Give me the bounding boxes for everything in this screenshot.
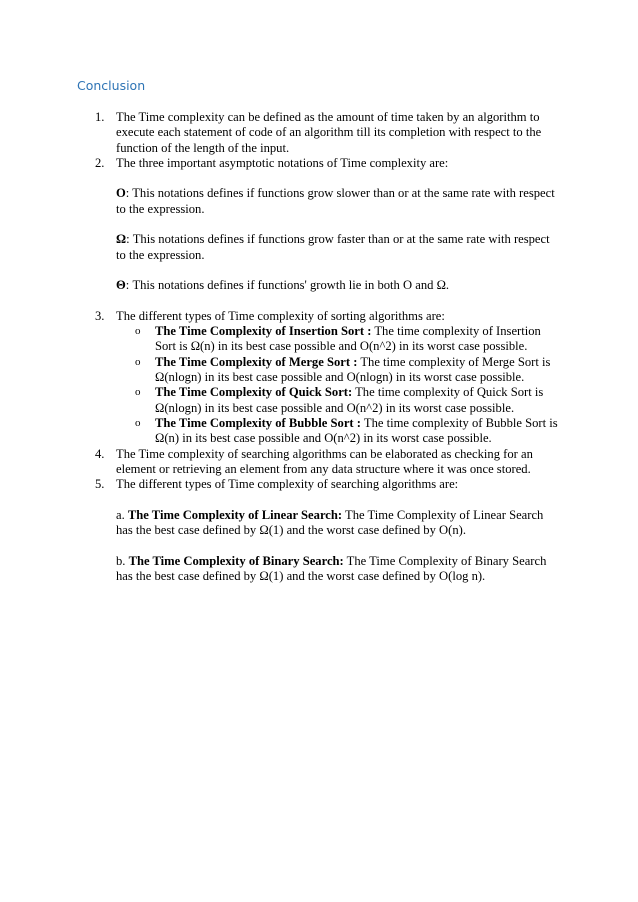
search-title: The Time Complexity of Linear Search: xyxy=(127,507,343,522)
notation-text: : This notations defines if functions' growth lie in both O and Ω. xyxy=(125,278,450,293)
search-binary xyxy=(116,554,562,585)
list-item-2 xyxy=(0,156,562,309)
list-item-1 xyxy=(0,110,562,156)
sub-item-bubble-sort xyxy=(0,416,563,447)
sub-item-title: The Time Complexity of Insertion Sort : xyxy=(155,324,372,339)
list-number: 4. xyxy=(95,446,105,461)
list-item-5 xyxy=(0,477,562,584)
sub-item-text: The time complexity of Insertion Sort is Ω(n) in its best case possible and O(n^2) in its worst case possible. xyxy=(155,324,541,354)
list-item-3 xyxy=(0,309,562,324)
list-item-text: The different types of Time complexity of sorting algorithms are: xyxy=(116,308,445,323)
sub-item-text: The time complexity of Quick Sort is Ω(nlogn) in its best case possible and O(n^2) in its worst case possible. xyxy=(155,385,544,415)
bullet-icon: o xyxy=(135,416,141,429)
sub-item-title: The Time Complexity of Merge Sort : xyxy=(155,354,358,369)
notation-text: : This notations defines if functions grow slower than or at the same rate with respect to the expression. xyxy=(116,186,555,216)
search-text: The Time Complexity of Binary Search has the best case defined by Ω(1) and the worst case defined by O(log n). xyxy=(116,553,547,583)
notation-omega xyxy=(116,232,562,263)
list-number: 5. xyxy=(95,477,105,492)
sub-item-text: The time complexity of Merge Sort is Ω(nlogn) in its best case possible and O(nlogn) in its worst case possible. xyxy=(155,354,551,385)
list-item-text: The Time complexity can be defined as the amount of time taken by an algorithm to execute each statement of code of an algorithm till its completion with respect to the function of the length of the input. xyxy=(116,110,542,155)
notation-theta xyxy=(116,278,562,293)
notation-big-o xyxy=(116,186,562,217)
search-text: The Time Complexity of Linear Search has the best case defined by Ω(1) and the worst case defined by O(n). xyxy=(116,507,544,538)
search-linear xyxy=(116,508,562,539)
list-item-text: The three important asymptotic notations of Time complexity are: xyxy=(116,155,449,170)
notation-text: : This notations defines if functions grow faster than or at the same rate with respect to the expression. xyxy=(116,232,550,262)
search-prefix: a. xyxy=(116,507,128,522)
notation-symbol: O xyxy=(116,186,126,201)
list-number: 1. xyxy=(95,110,105,124)
list-item-text: The Time complexity of searching algorithms can be elaborated as checking for an element or retrieving an element from any data structure where it was once stored. xyxy=(116,446,533,476)
notation-symbol: Θ xyxy=(116,278,126,293)
bullet-icon: o xyxy=(135,325,141,338)
notation-symbol: Ω xyxy=(116,232,127,247)
sub-item-quick-sort xyxy=(0,385,563,416)
section-heading: Conclusion xyxy=(77,78,146,93)
sub-item-insertion-sort xyxy=(0,324,563,355)
sub-item-merge-sort xyxy=(0,355,563,386)
list-item-text: The different types of Time complexity of searching algorithms are: xyxy=(116,477,459,492)
sub-item-text: The time complexity of Bubble Sort is Ω(n) in its best case possible and O(n^2) in its worst case possible. xyxy=(155,415,558,446)
bullet-icon: o xyxy=(135,355,141,368)
sub-item-title: The Time Complexity of Bubble Sort : xyxy=(155,415,361,430)
list-number: 2. xyxy=(95,155,105,170)
search-prefix: b. xyxy=(116,553,129,568)
list-number: 3. xyxy=(95,308,105,323)
bullet-icon: o xyxy=(135,386,141,399)
conclusion-list xyxy=(0,110,638,584)
sub-item-title: The Time Complexity of Quick Sort: xyxy=(155,385,353,400)
list-item-4 xyxy=(0,447,562,478)
search-title: The Time Complexity of Binary Search: xyxy=(128,553,344,568)
